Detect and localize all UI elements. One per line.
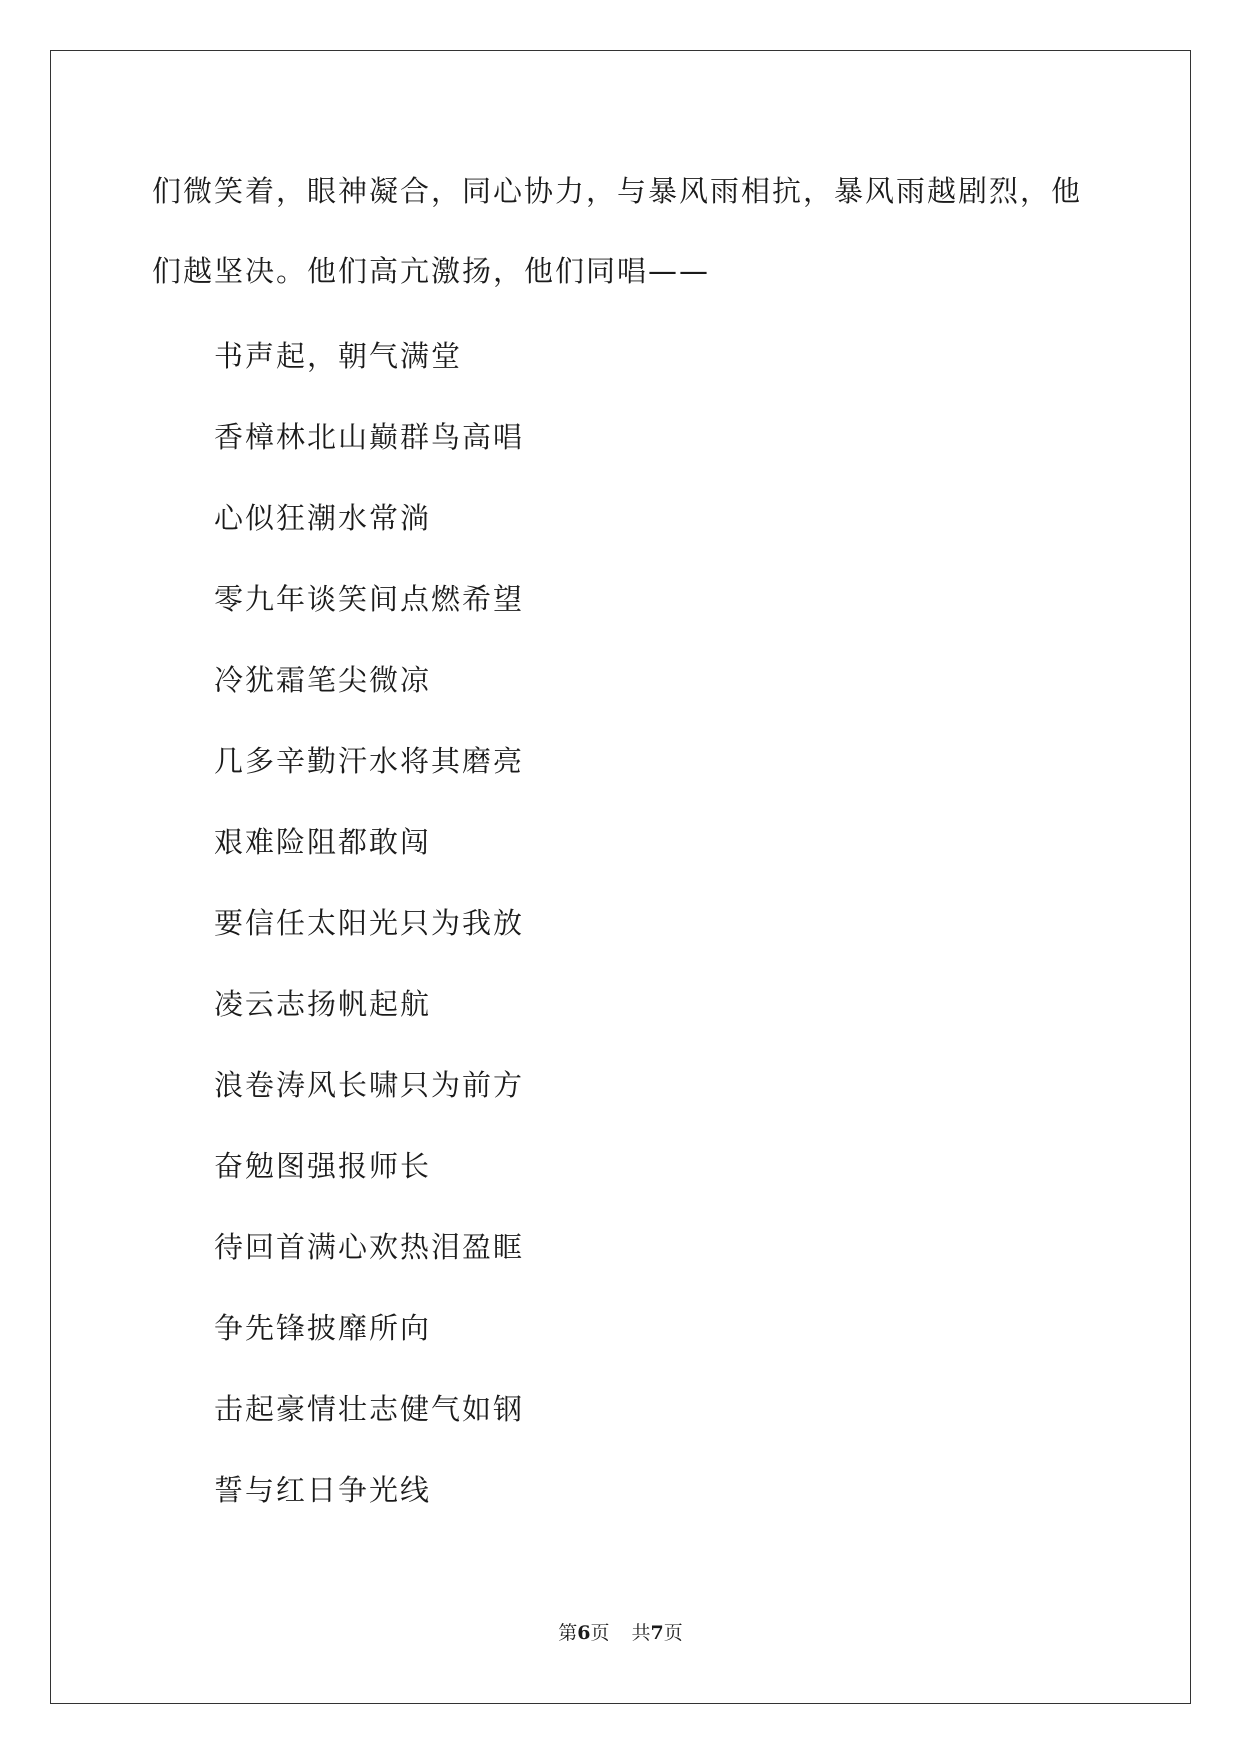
total-suffix: 页 (663, 1622, 683, 1644)
page-prefix: 第 (558, 1622, 578, 1644)
page-label: 页 (590, 1622, 610, 1644)
total-prefix: 共 (631, 1622, 651, 1644)
lyric-line: 香樟林北山巅群鸟高唱 (214, 420, 525, 454)
lyric-line: 冷犹霜笔尖微凉 (214, 663, 432, 697)
lyric-line: 要信任太阳光只为我放 (214, 906, 525, 940)
lyric-line: 几多辛勤汗水将其磨亮 (214, 744, 525, 778)
lyric-line: 争先锋披靡所向 (214, 1311, 432, 1345)
lyric-line: 书声起，朝气满堂 (214, 339, 463, 373)
lyric-line: 击起豪情壮志健气如钢 (214, 1392, 525, 1426)
lyric-line: 誓与红日争光线 (214, 1473, 432, 1507)
total-page-number: 7 (650, 1622, 664, 1644)
lyric-line: 艰难险阻都敢闯 (214, 825, 432, 859)
lyric-line: 待回首满心欢热泪盈眶 (214, 1230, 525, 1264)
lyric-line: 心似狂潮水常淌 (214, 501, 432, 535)
paragraph-line-1: 们微笑着，眼神凝合，同心协力，与暴风雨相抗，暴风雨越剧烈，他 (152, 174, 1083, 208)
lyric-line: 奋勉图强报师长 (214, 1149, 432, 1183)
lyric-line: 浪卷涛风长啸只为前方 (214, 1068, 525, 1102)
paragraph-line-2: 们越坚决。他们高亢激扬，他们同唱—— (152, 254, 711, 288)
lyric-line: 凌云志扬帆起航 (214, 987, 432, 1021)
lyrics-list (214, 316, 524, 1531)
lyric-line: 零九年谈笑间点燃希望 (214, 582, 525, 616)
current-page-number: 6 (577, 1622, 591, 1644)
page-number-footer (0, 1618, 1241, 1645)
